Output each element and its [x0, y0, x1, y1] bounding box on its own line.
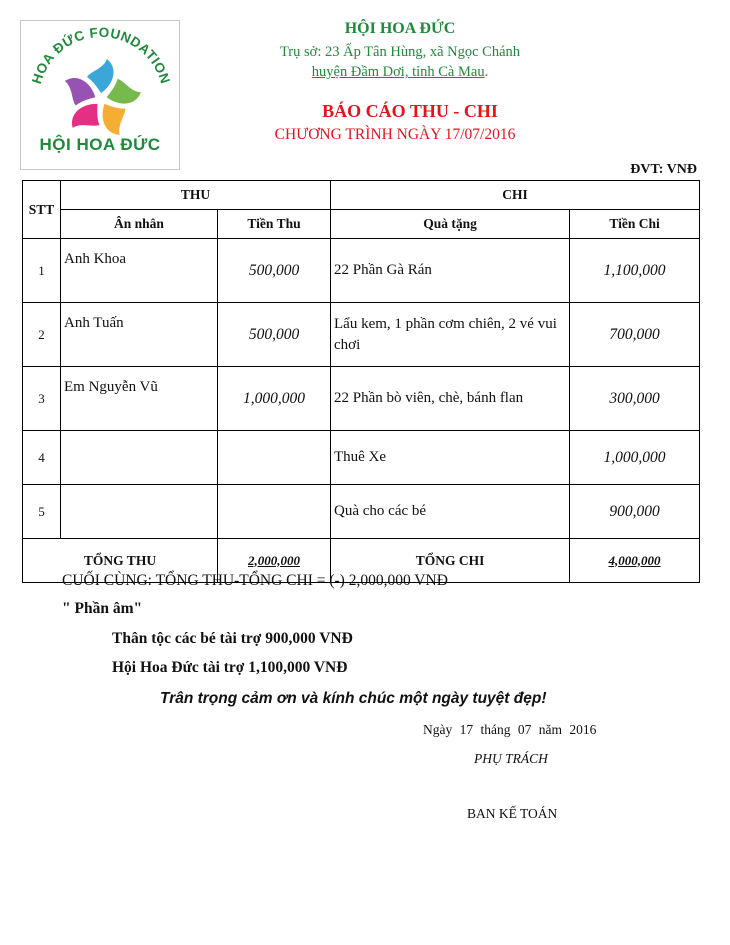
sponsor-line-2: Hội Hoa Đức tài trợ 1,100,000 VNĐ	[112, 659, 348, 676]
cell-tien-chi: 900,000	[570, 485, 700, 539]
cell-stt: 1	[23, 239, 61, 303]
table-header-row-group	[23, 181, 700, 210]
cell-tien-chi: 700,000	[570, 303, 700, 367]
cell-tien-chi: 1,100,000	[570, 239, 700, 303]
cell-tien-chi: 1,000,000	[570, 431, 700, 485]
currency-unit: ĐVT: VNĐ	[630, 162, 697, 177]
header-tien-thu: Tiền Thu	[218, 210, 331, 239]
total-chi-label: TỔNG CHI	[331, 539, 570, 583]
logo-arc-text: HOA ĐỨC FOUNDATION	[29, 24, 173, 86]
cell-tien-thu	[218, 431, 331, 485]
signature-dept: BAN KẾ TOÁN	[467, 806, 558, 821]
header-chi: CHI	[331, 181, 700, 210]
cell-tien-thu: 1,000,000	[218, 367, 331, 431]
org-address-end: .	[484, 64, 489, 80]
total-chi-value: 4,000,000	[570, 539, 700, 583]
table-row	[23, 485, 700, 539]
cell-stt: 5	[23, 485, 61, 539]
income-expense-table	[22, 180, 700, 583]
cell-an-nhan: Em Nguyễn Vũ	[61, 367, 218, 431]
table-header-row	[23, 210, 700, 239]
cell-stt: 2	[23, 303, 61, 367]
cell-an-nhan	[61, 485, 218, 539]
table-row	[23, 303, 700, 367]
report-title: BÁO CÁO THU - CHI	[322, 101, 498, 121]
org-address-line2	[200, 64, 600, 81]
org-name: HỘI HOA ĐỨC	[344, 20, 456, 37]
negative-label: " Phần âm"	[62, 600, 143, 617]
signature-date: Ngày 17 tháng 07 năm 2016	[423, 722, 597, 737]
cell-qua-tang: Thuê Xe	[331, 431, 570, 485]
cell-qua-tang: Quà cho các bé	[331, 485, 570, 539]
total-thu-value: 2,000,000	[218, 539, 331, 583]
org-address-district: huyện Đầm Dơi, tỉnh Cà Mau	[311, 64, 485, 80]
sponsor-line-1: Thân tộc các bé tài trợ 900,000 VNĐ	[112, 630, 353, 647]
cell-tien-thu: 500,000	[218, 303, 331, 367]
cell-qua-tang: 22 Phần bò viên, chè, bánh flan	[331, 367, 570, 431]
cell-an-nhan: Anh Khoa	[61, 239, 218, 303]
signature-role: PHỤ TRÁCH	[474, 751, 548, 766]
logo-petal	[87, 59, 114, 93]
header-stt: STT	[23, 181, 61, 239]
cell-an-nhan	[61, 431, 218, 485]
cell-qua-tang: 22 Phần Gà Rán	[331, 239, 570, 303]
foundation-logo	[20, 20, 180, 170]
cell-tien-chi: 300,000	[570, 367, 700, 431]
table-row	[23, 431, 700, 485]
final-balance-line: CUỐI CÙNG: TỔNG THU-TỔNG CHI = (-) 2,000,000 VNĐ	[62, 572, 448, 589]
header-thu: THU	[61, 181, 331, 210]
thanks-line: Trân trọng cảm ơn và kính chúc một ngày tuyệt đẹp!	[160, 690, 547, 707]
cell-tien-thu: 500,000	[218, 239, 331, 303]
logo-bottom-text: HỘI HOA ĐỨC	[39, 135, 161, 154]
cell-an-nhan: Anh Tuấn	[61, 303, 218, 367]
cell-qua-tang: Lẩu kem, 1 phần cơm chiên, 2 vé vui chơi	[331, 303, 570, 367]
report-subtitle: CHƯƠNG TRÌNH NGÀY 17/07/2016	[274, 126, 516, 143]
total-thu-label: TỔNG THU	[23, 539, 218, 583]
cell-stt: 3	[23, 367, 61, 431]
org-address-line1: Trụ sở: 23 Ấp Tân Hùng, xã Ngọc Chánh	[279, 44, 521, 60]
table-row	[23, 367, 700, 431]
logo-center	[95, 93, 107, 105]
cell-tien-thu	[218, 485, 331, 539]
table-row	[23, 239, 700, 303]
cell-stt: 4	[23, 431, 61, 485]
header-an-nhan: Ân nhân	[61, 210, 218, 239]
header-qua-tang: Quà tặng	[331, 210, 570, 239]
header-tien-chi: Tiền Chi	[570, 210, 700, 239]
